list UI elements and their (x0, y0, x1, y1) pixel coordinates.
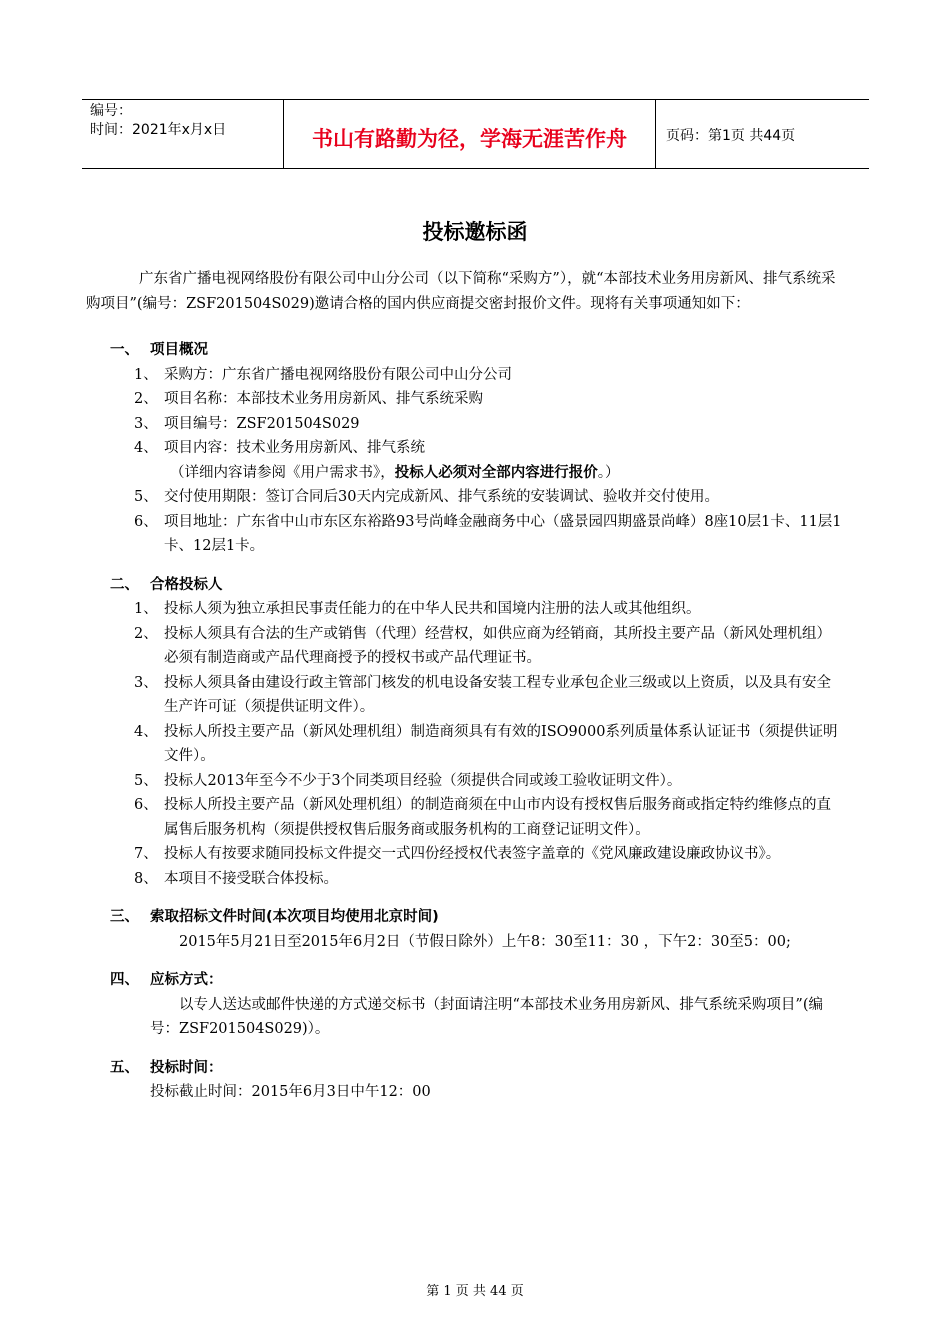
list-item: 8、 本项目不接受联合体投标。 (134, 870, 338, 887)
section-5-heading: 五、 投标时间： (110, 1059, 223, 1076)
list-item: 7、 投标人有按要求随同投标文件提交一式四份经授权代表签字盖章的《党风廉政建设廉政协议书》。 (134, 846, 781, 862)
list-item: 5、 投标人2013年至今不少于3个同类项目经验（须提供合同或竣工验收证明文件）。 (134, 772, 682, 789)
list-item: 2、 项目名称：本部技术业务用房新风、排气系统采购 (134, 391, 483, 407)
header-motto: 书山有路勤为径，学海无涯苦作舟 (284, 100, 656, 168)
list-item: 6、 投标人所投主要产品（新风处理机组）的制造商须在中山市内设有授权售后服务商或指定特约维修点的直属售后服务机构（须提供授权售后服务商或服务机构的工商登记证明文件）。 (134, 797, 831, 838)
list-item: 4、 投标人所投主要产品（新风处理机组）制造商须具有有效的ISO9000系列质量体系认证证书（须提供证明文件）。 (134, 723, 838, 764)
header-meta (82, 100, 284, 168)
list-item: 3、 项目编号：ZSF201504S029 (134, 415, 360, 432)
list-item: 5、 交付使用期限：签订合同后30天内完成新风、排气系统的安装调试、验收并交付使用。 (134, 489, 719, 505)
content-note: （详细内容请参阅《用户需求书》，投标人必须对全部内容进行报价。） (170, 464, 620, 481)
section-3-heading: 三、 索取招标文件时间(本次项目均使用北京时间) (110, 909, 439, 925)
number-label: 编号： (90, 103, 132, 119)
list-item: 4、 项目内容：技术业务用房新风、排气系统 (134, 440, 425, 456)
page-footer: 第 1 页 共 44 页 (426, 1284, 524, 1299)
list-item: 1、 采购方：广东省广播电视网络股份有限公司中山分公司 (134, 366, 512, 383)
document-title: 投标邀标函 (422, 220, 528, 244)
list-item: 6、 项目地址：广东省中山市东区东裕路93号尚峰金融商务中心（盛景园四期盛景尚峰）8座10层1卡、11层1卡、12层1卡。 (134, 513, 842, 554)
date-label: 时间：2021年x月x日 (90, 122, 227, 138)
list-item: 3、 投标人须具备由建设行政主管部门核发的机电设备安装工程专业承包企业三级或以上资质，以及具有安全生产许可证（须提供证明文件）。 (134, 674, 831, 715)
section-3-text: 2015年5月21日至2015年6月2日（节假日除外）上午8：30至11：30 ，下午2：30至5：00; (179, 933, 791, 950)
header-page-info: 页码：第1页 共44页 (666, 128, 796, 144)
section-1-heading: 一、 项目概况 (110, 342, 208, 358)
document-body (86, 267, 845, 1105)
list-item: 1、 投标人须为独立承担民事责任能力的在中华人民共和国境内注册的法人或其他组织。 (134, 601, 701, 617)
document-header (82, 99, 869, 169)
section-4-heading: 四、 应标方式： (110, 972, 223, 988)
intro-paragraph: 广东省广播电视网络股份有限公司中山分公司（以下简称“采购方”），就“本部技术业务用房新风、排气系统采购项目”(编号：ZSF201504S029)邀请合格的国内供应商提交密封报价文件。现将有关事项通知如下： (86, 271, 836, 312)
section-2-heading: 二、 合格投标人 (110, 576, 223, 593)
list-item: 2、 投标人须具有合法的生产或销售（代理）经营权，如供应商为经销商，其所投主要产品（新风处理机组）必须有制造商或产品代理商授予的授权书或产品代理证书。 (134, 625, 831, 666)
section-4-text: 以专人送达或邮件快递的方式递交标书（封面请注明“本部技术业务用房新风、排气系统采购项目”(编号：ZSF201504S029)）。 (150, 996, 823, 1037)
section-5-text: 投标截止时间：2015年6月3日中午12：00 (150, 1084, 431, 1100)
